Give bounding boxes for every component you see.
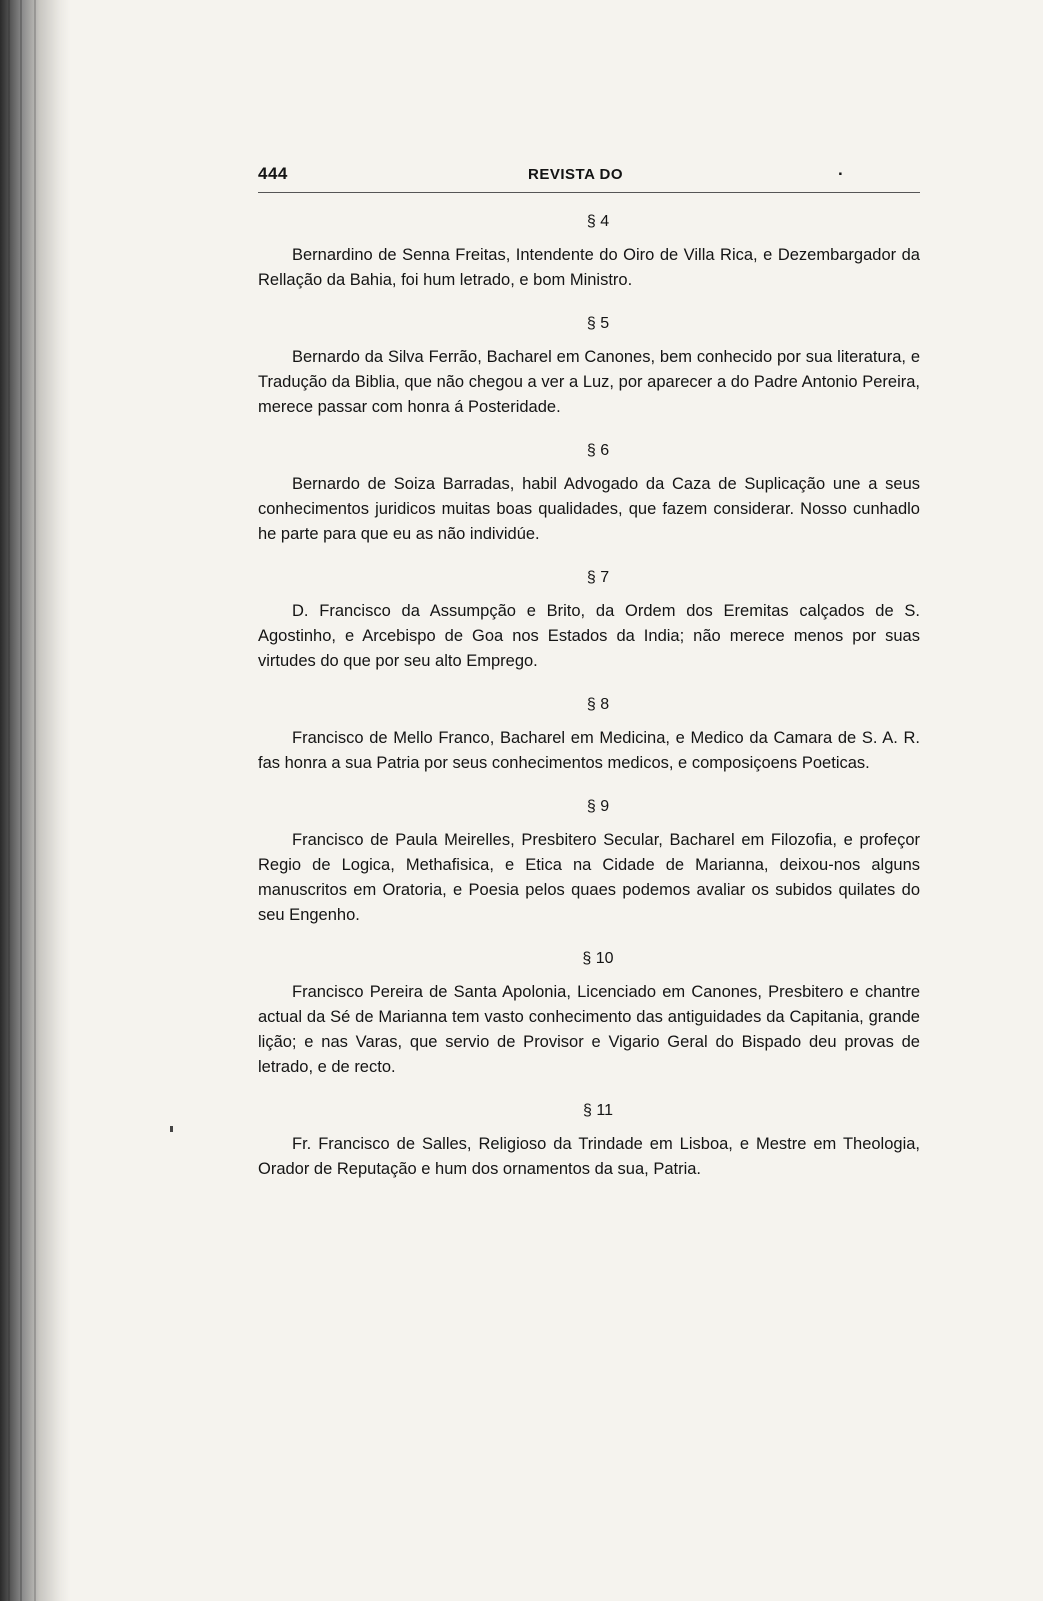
header-dot: . (838, 160, 844, 179)
section-mark: § 7 (586, 569, 610, 586)
ink-speck (170, 1126, 173, 1132)
page-content (258, 150, 920, 1182)
section-text: Bernardino de Senna Freitas, Intendente do Oiro de Villa Rica, e Dezembargador da Rellação da Bahia, foi hum letrado, e bom Ministro. (258, 246, 920, 289)
binding-streak (20, 0, 22, 1601)
section-text: Francisco Pereira de Santa Apolonia, Licenciado em Canones, Presbitero e chantre actual da Sé de Marianna tem vasto conhecimento das antiguidades da Capitania, grande lição; e nas Varas, que servio de Provisor e Vigario Geral do Bispado deu provas de letrado, e de recto. (258, 983, 920, 1076)
section-mark: § 8 (586, 696, 610, 713)
section-mark: § 6 (586, 442, 610, 459)
section-text: Bernardo de Soiza Barradas, habil Advogado da Caza de Suplicação une a seus conhecimentos juridicos muitas boas qualidades, que fazem considerar. Nosso cunhadlo he parte para que eu as não individúe. (258, 475, 920, 543)
section-text: Bernardo da Silva Ferrão, Bacharel em Canones, bem conhecido por sua literatura, e Tradução da Biblia, que não chegou a ver a Luz, por aparecer a do Padre Antonio Pereira, merece passar com honra á Posteridade. (258, 348, 920, 416)
section-text: D. Francisco da Assumpção e Brito, da Ordem dos Eremitas calçados de S. Agostinho, e Arcebispo de Goa nos Estados da India; não merece menos por suas virtudes do que por seu alto Emprego. (258, 602, 920, 670)
running-title: REVISTA DO (528, 166, 624, 183)
section-text: Fr. Francisco de Salles, Religioso da Trindade em Lisboa, e Mestre em Theologia, Orador de Reputação e hum dos ornamentos da sua, Patria. (258, 1135, 920, 1178)
running-head (258, 150, 920, 184)
header-rule (258, 192, 920, 193)
section-mark: § 5 (586, 315, 610, 332)
section-mark: § 9 (586, 798, 610, 815)
section-text: Francisco de Mello Franco, Bacharel em Medicina, e Medico da Camara de S. A. R. fas honra a sua Patria por seus conhecimentos medicos, e composiçoens Poeticas. (258, 729, 920, 772)
section-mark: § 4 (586, 213, 610, 230)
section-mark: § 11 (583, 1102, 613, 1119)
binding-streak (34, 0, 36, 1601)
binding-streak (8, 0, 10, 1601)
section-mark: § 10 (582, 950, 614, 967)
page-number: 444 (258, 164, 288, 183)
section-text: Francisco de Paula Meirelles, Presbitero Secular, Bacharel em Filozofia, e profeçor Regio de Logica, Methafisica, e Etica na Cidade de Marianna, deixou-nos alguns manuscritos em Oratoria, e Poesia pelos quaes podemos avaliar os subidos quilates do seu Engenho. (258, 831, 920, 924)
